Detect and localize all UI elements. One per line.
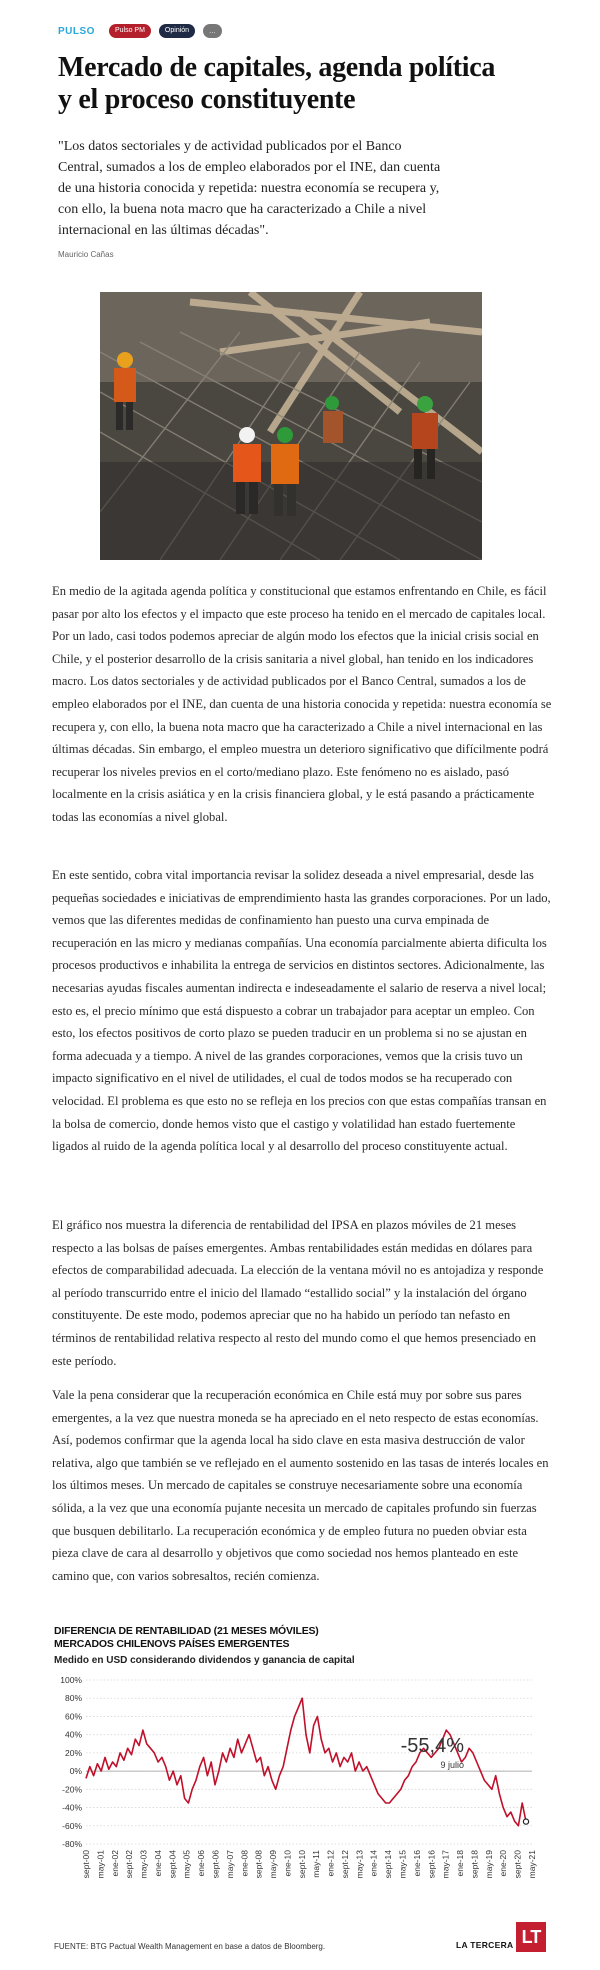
chart-source: FUENTE: BTG Pactual Wealth Management en base a datos de Bloomberg. [54, 1942, 326, 1951]
y-tick-label: 20% [64, 1747, 82, 1758]
y-axis-ticks [60, 1675, 82, 1849]
more-tags-button[interactable]: ... [203, 24, 222, 38]
y-tick-label: -20% [62, 1784, 82, 1795]
y-tick-label: -60% [62, 1820, 82, 1831]
x-tick-label: sept-10 [296, 1850, 307, 1879]
chart-subtitle: Medido en USD considerando dividendos y ganancia de capital [54, 1655, 355, 1666]
y-tick-label: -40% [62, 1802, 82, 1813]
x-tick-label: may-05 [181, 1850, 192, 1879]
y-tick-label: 100% [60, 1675, 82, 1685]
x-tick-label: may-21 [527, 1850, 537, 1879]
y-tick-label: -80% [62, 1839, 82, 1849]
brand-logo: LT [516, 1922, 546, 1952]
x-tick-label: may-01 [95, 1850, 106, 1879]
tag-opinion[interactable]: Opinión [159, 24, 195, 38]
body-paragraph-1: En medio de la agitada agenda política y constitucional que estamos enfrentando en Chile, es fácil pasar por alto los efectos y el impacto que este proceso ha tenido en el mercado de capitales local. Por un lado, casi todos podemos apreciar de algún modo los efectos que la inicial crisis social en Chile, y el posterior desarrollo de la crisis sanitaria a nivel global, han tenido en los indicadores macro. Los datos sectoriales y de actividad publicados por el Banco Central, sumados a los de empleo elaborados por el INE, dan cuenta de una historia conocida y repetida: nuestra economía se recupera y, con ello, la buena nota macro que ha caracterizado a Chile a nivel internacional en las últimas décadas. Sin embargo, el empleo muestra un deterioro significativo que difícilmente podrá recuperar los niveles previos en el corto/mediano plazo. Este fenómeno no es aislado, pasó localmente en la crisis asiática y en la crisis financiera global, y le está pasando a prácticamente todas las economías a nivel global. [52, 584, 552, 824]
x-tick-label: may-07 [224, 1850, 235, 1879]
body-paragraph-3: El gráfico nos muestra la diferencia de rentabilidad del IPSA en plazos móviles de 21 meses respecto a las bolsas de países emergentes. Ambas rentabilidades están medidas en dólares para efectos de comparabilidad adecuada. La elección de la ventana móvil no es antojadiza y responde al período transcurrido entre el inicio del llamado “estallido social” y la instalación del órgano constituyente. De este modo, podemos apreciar que no ha habido un período tan nefasto en términos de rentabilidad relativa respecto al resto del mundo como el que hemos presenciado en este período. [52, 1218, 544, 1368]
brand-name: LA TERCERA [456, 1940, 514, 1950]
x-tick-label: may-15 [397, 1850, 408, 1879]
x-tick-label: sept-16 [426, 1850, 437, 1879]
x-tick-label: ene-10 [282, 1850, 293, 1877]
x-tick-label: sept-20 [512, 1850, 523, 1879]
callout-date: 9 julio [440, 1760, 464, 1770]
construction-workers-photo [100, 292, 482, 560]
x-tick-label: sept-14 [383, 1850, 394, 1879]
article-author[interactable]: Mauricio Cañas [58, 250, 114, 259]
x-tick-label: may-19 [483, 1850, 494, 1879]
y-tick-label: 0% [69, 1766, 82, 1777]
last-point-marker [523, 1819, 528, 1824]
x-tick-label: ene-18 [455, 1850, 466, 1877]
x-axis-ticks [81, 1850, 537, 1879]
chart-plot [52, 1674, 548, 1934]
x-tick-label: ene-16 [411, 1850, 422, 1877]
callout-value: -55,4% [400, 1735, 464, 1757]
article-lede: "Los datos sectoriales y de actividad publicados por el Banco Central, sumados a los de empleo elaborados por el INE, dan cuenta de una historia conocida y repetida: nuestra economía se recupera y, con ello, la buena nota macro que ha caracterizado a Chile a nivel internacional en las últimas décadas". [58, 139, 441, 238]
y-tick-label: 80% [64, 1693, 82, 1704]
x-tick-label: may-03 [138, 1850, 149, 1879]
article-title: Mercado de capitales, agenda política y el proceso constituyente [58, 52, 496, 115]
article-tags [58, 24, 222, 38]
chart-grid [86, 1680, 532, 1844]
x-tick-label: sept-02 [124, 1850, 135, 1879]
y-tick-label: 40% [64, 1729, 82, 1740]
section-link[interactable]: PULSO [58, 25, 95, 37]
x-tick-label: may-09 [268, 1850, 279, 1879]
photo-illustration [100, 292, 482, 560]
x-tick-label: sept-06 [210, 1850, 221, 1879]
x-tick-label: ene-20 [498, 1850, 509, 1877]
x-tick-label: sept-18 [469, 1850, 480, 1879]
x-tick-label: ene-08 [239, 1850, 250, 1877]
y-tick-label: 60% [64, 1711, 82, 1722]
x-tick-label: may-11 [311, 1850, 322, 1878]
x-tick-label: sept-00 [81, 1850, 91, 1879]
chart-callout [401, 1735, 465, 1770]
chart-figure [52, 1622, 548, 1960]
body-paragraph-2: En este sentido, cobra vital importancia revisar la solidez deseada a nivel empresarial, desde las pequeñas sociedades e iniciativas de emprendimiento hasta las grandes corporaciones. Por un lado, vemos que las diferentes medidas de confinamiento han puesto una curva empinada de recuperación en las micro y medianas compañías. Una economía parcialmente abierta dificulta los procesos productivos e inhabilita la entrega de servicios en distintos sectores. Adicionalmente, las necesarias ayudas fiscales aumentan indirecta e indeseadamente el salario de reserva a nivel local; esto es, el precio mínimo que está dispuesto a cobrar un trabajador para aceptar un empleo. Con esto, los efectos positivos de corto plazo se pueden traducir en un problema si no se ajustan en forma adecuada y a tiempo. A nivel de las grandes corporaciones, vemos que la crisis tuvo un impacto significativo en el nivel de utilidades, el cual de todos modos se ha recuperado con velocidad. El problema es que esto no se refleja en los precios con que estas compañías transan en la bolsa de comercio, donde hemos visto que el castigo y volatilidad han estado fuertemente ligados al ruido de la agenda política local y al desarrollo del proceso constituyente actual. [52, 868, 551, 1154]
x-tick-label: may-17 [440, 1850, 451, 1879]
x-tick-label: ene-04 [152, 1850, 163, 1877]
x-tick-label: ene-06 [196, 1850, 207, 1877]
tag-pulso-pm[interactable]: Pulso PM [109, 24, 151, 38]
chart-title-line-2: MERCADOS CHILENOVS PAÍSES EMERGENTES [54, 1638, 290, 1650]
body-paragraph-4: Vale la pena considerar que la recuperación económica en Chile está muy por sobre sus pares emergentes, a la vez que nuestra moneda se ha apreciado en el neto respecto de estas economías. Así, podemos confirmar que la agenda local ha sido clave en esta masiva destrucción de valor relativa, algo que también se ve reflejado en el aumento sostenido en las tasas de interés locales en los últimos meses. Un mercado de capitales se construye necesariamente sobre una economía sólida, a la vez que una economía pujante necesita un mercado de capitales profundo sin fuerzas que busquen debilitarlo. La recuperación económica y de empleo futura no pueden obviar esta pieza clave de cara al desarrollo y objetivos que como sociedad nos hemos planteado en este camino que, con varios sobresaltos, recién comienza. [52, 1388, 549, 1583]
x-tick-label: ene-12 [325, 1850, 336, 1877]
x-tick-label: sept-12 [339, 1850, 350, 1879]
x-tick-label: may-13 [354, 1850, 365, 1879]
x-tick-label: ene-02 [109, 1850, 120, 1877]
x-tick-label: sept-08 [253, 1850, 264, 1879]
x-tick-label: ene-14 [368, 1850, 379, 1877]
chart-title-line-1: DIFERENCIA DE RENTABILIDAD (21 MESES MÓVILES) [54, 1625, 319, 1637]
x-tick-label: sept-04 [167, 1850, 178, 1879]
chart-title [54, 1625, 319, 1651]
